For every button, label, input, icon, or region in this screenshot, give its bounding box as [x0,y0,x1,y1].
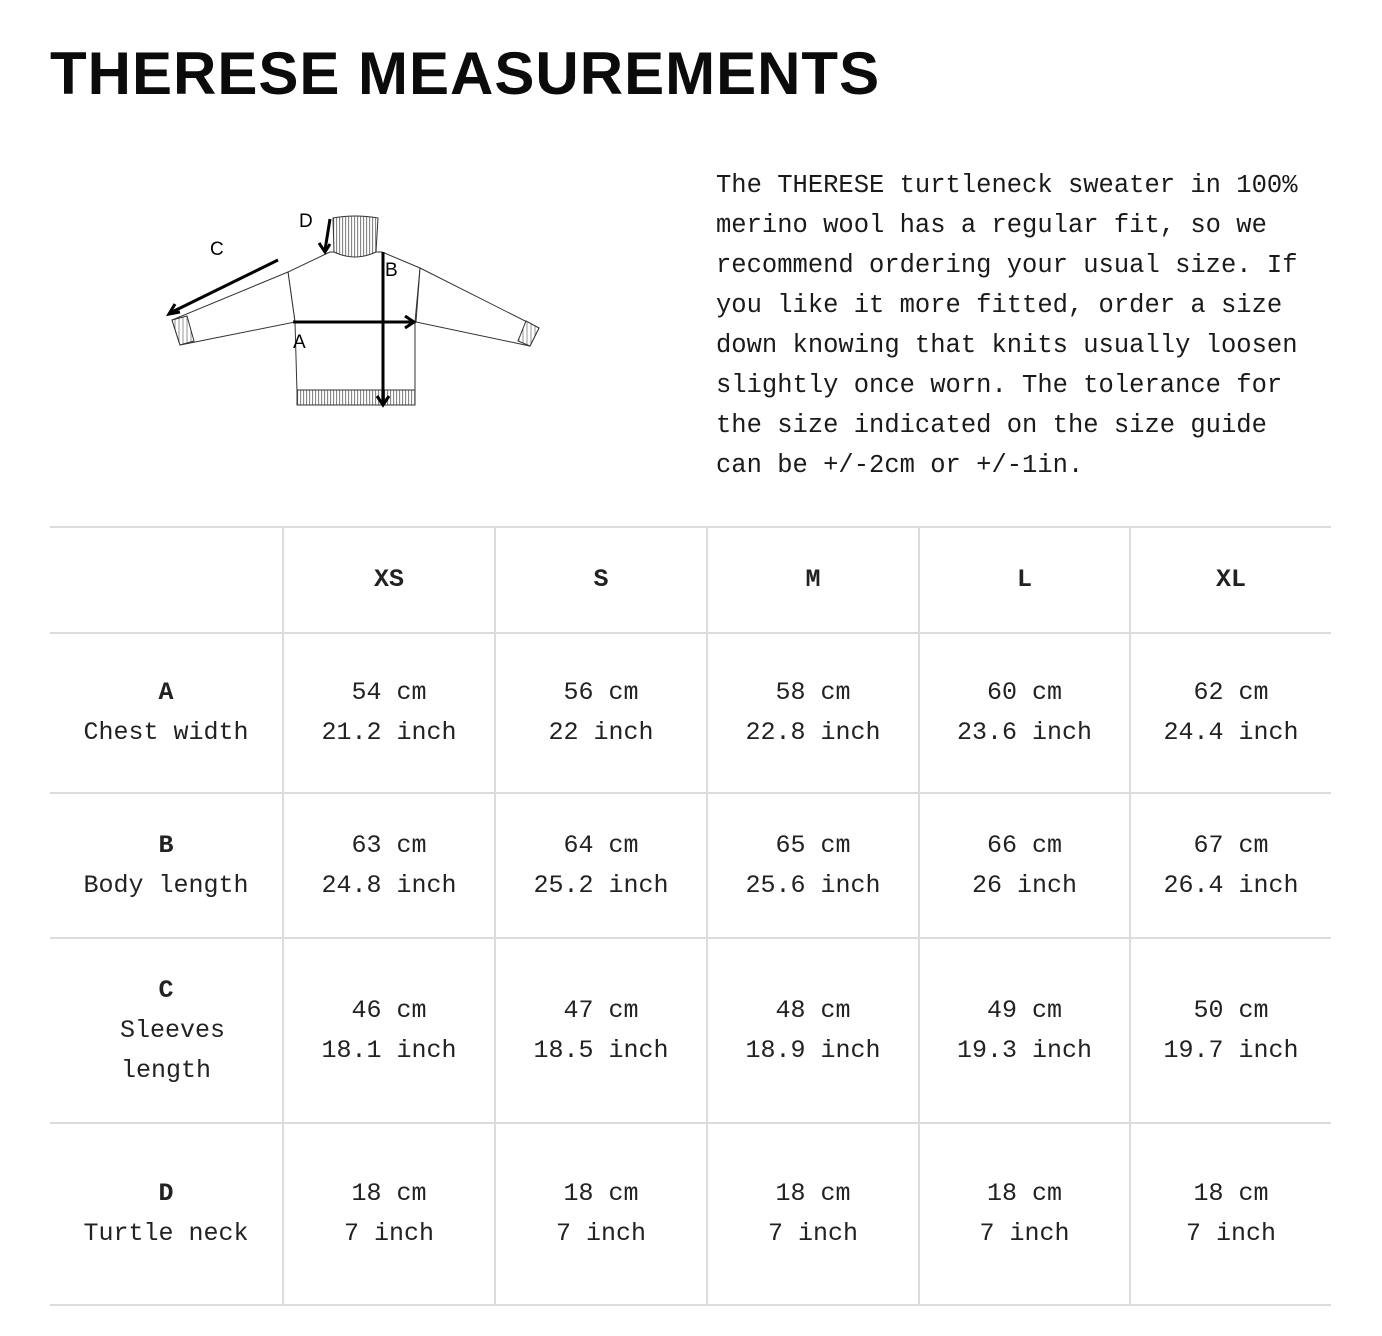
value-inch: 18.9 inch [745,1035,881,1065]
measurement-name: Body length [83,870,249,900]
value-cm: 48 cm [775,995,851,1025]
measurement-cell [495,1123,707,1305]
value-inch: 22.8 inch [745,718,881,747]
fit-description: The THERESE turtleneck sweater in 100% merino wool has a regular fit, so we recommend ordering your usual size. If you like it more fitted, order a size down knowing that knits usually loosen slightly once worn. The tolerance for the size indicated on the size guide can be +/-2cm or +/-1in. [716,171,1298,480]
diagram-label-c: C [210,239,224,260]
measurement-cell [283,793,495,938]
measurement-cell [495,938,707,1123]
measurement-code: D [158,1179,174,1208]
value-inch: 23.6 inch [956,718,1093,747]
measurement-label-cell [50,793,283,938]
header-empty-cell [50,527,283,633]
measurement-cell [919,633,1130,793]
value-inch: 25.6 inch [745,870,881,900]
value-inch: 7 inch [343,1219,434,1248]
measurement-code: A [158,678,174,707]
measurement-cell [283,938,495,1123]
measurement-name: Chest width [83,718,249,747]
table-row [50,938,1331,1123]
diagram-label-d: D [299,211,313,232]
value-inch: 26 inch [971,870,1078,900]
page-title: THERESE MEASUREMENTS [50,40,881,107]
value-inch: 21.2 inch [321,718,457,747]
measurement-label-cell [50,633,283,793]
value-inch: 7 inch [979,1219,1070,1248]
value-cm: 49 cm [986,995,1062,1025]
table-row [50,1123,1331,1305]
measurement-code: C [158,975,174,1005]
table-row [50,633,1331,793]
value-inch: 19.3 inch [956,1035,1093,1065]
size-header-s: S [495,527,707,633]
value-cm: 18 cm [1193,1179,1269,1208]
value-inch: 19.7 inch [1163,1035,1299,1065]
value-inch: 24.8 inch [321,870,457,900]
value-inch: 18.5 inch [533,1035,669,1065]
value-cm: 47 cm [563,995,639,1025]
value-cm: 67 cm [1193,830,1269,860]
measurement-cell [495,633,707,793]
value-cm: 18 cm [351,1179,427,1208]
measurement-cell [495,793,707,938]
size-header-m: M [707,527,919,633]
measurement-cell [1130,633,1331,793]
value-cm: 58 cm [775,678,851,707]
value-inch: 26.4 inch [1163,870,1299,900]
value-cm: 62 cm [1193,678,1269,707]
size-chart-table [50,526,1331,1306]
measurement-cell [919,1123,1130,1305]
diagram-label-b: B [385,260,398,281]
value-cm: 50 cm [1193,995,1269,1025]
measurement-cell [283,633,495,793]
sweater-illustration [150,200,560,420]
table-row [50,793,1331,938]
sweater-measurement-diagram [150,200,560,420]
measurement-cell [707,633,919,793]
value-cm: 56 cm [563,678,639,707]
measurement-label-cell [50,938,283,1123]
value-cm: 65 cm [775,830,851,860]
measurement-cell [1130,938,1331,1123]
value-cm: 60 cm [986,678,1062,707]
value-inch: 7 inch [767,1219,858,1248]
measurement-code: B [158,830,174,860]
measurement-cell [1130,793,1331,938]
value-inch: 7 inch [555,1219,646,1248]
value-inch: 22 inch [548,718,654,747]
size-header-xl: XL [1130,527,1331,633]
value-inch: 24.4 inch [1163,718,1299,747]
measurement-cell [919,938,1130,1123]
measurement-label-cell [50,1123,283,1305]
size-header-xs: XS [283,527,495,633]
value-cm: 64 cm [563,830,639,860]
value-cm: 63 cm [351,830,427,860]
size-header-row [50,527,1331,633]
measurement-cell [283,1123,495,1305]
measurement-cell [707,1123,919,1305]
value-inch: 18.1 inch [321,1035,457,1065]
value-cm: 46 cm [351,995,427,1025]
value-inch: 7 inch [1185,1219,1276,1248]
value-cm: 18 cm [775,1179,851,1208]
value-cm: 66 cm [986,830,1062,860]
value-cm: 18 cm [563,1179,639,1208]
diagram-label-a: A [293,332,306,353]
measurement-name: Turtle neck [83,1219,249,1248]
measurement-cell [707,938,919,1123]
value-inch: 25.2 inch [533,870,669,900]
measurement-cell [1130,1123,1331,1305]
measurement-cell [707,793,919,938]
value-cm: 18 cm [986,1179,1062,1208]
size-header-l: L [919,527,1130,633]
value-cm: 54 cm [351,678,427,707]
measurement-name: Sleeves length [120,1015,226,1085]
measurement-cell [919,793,1130,938]
